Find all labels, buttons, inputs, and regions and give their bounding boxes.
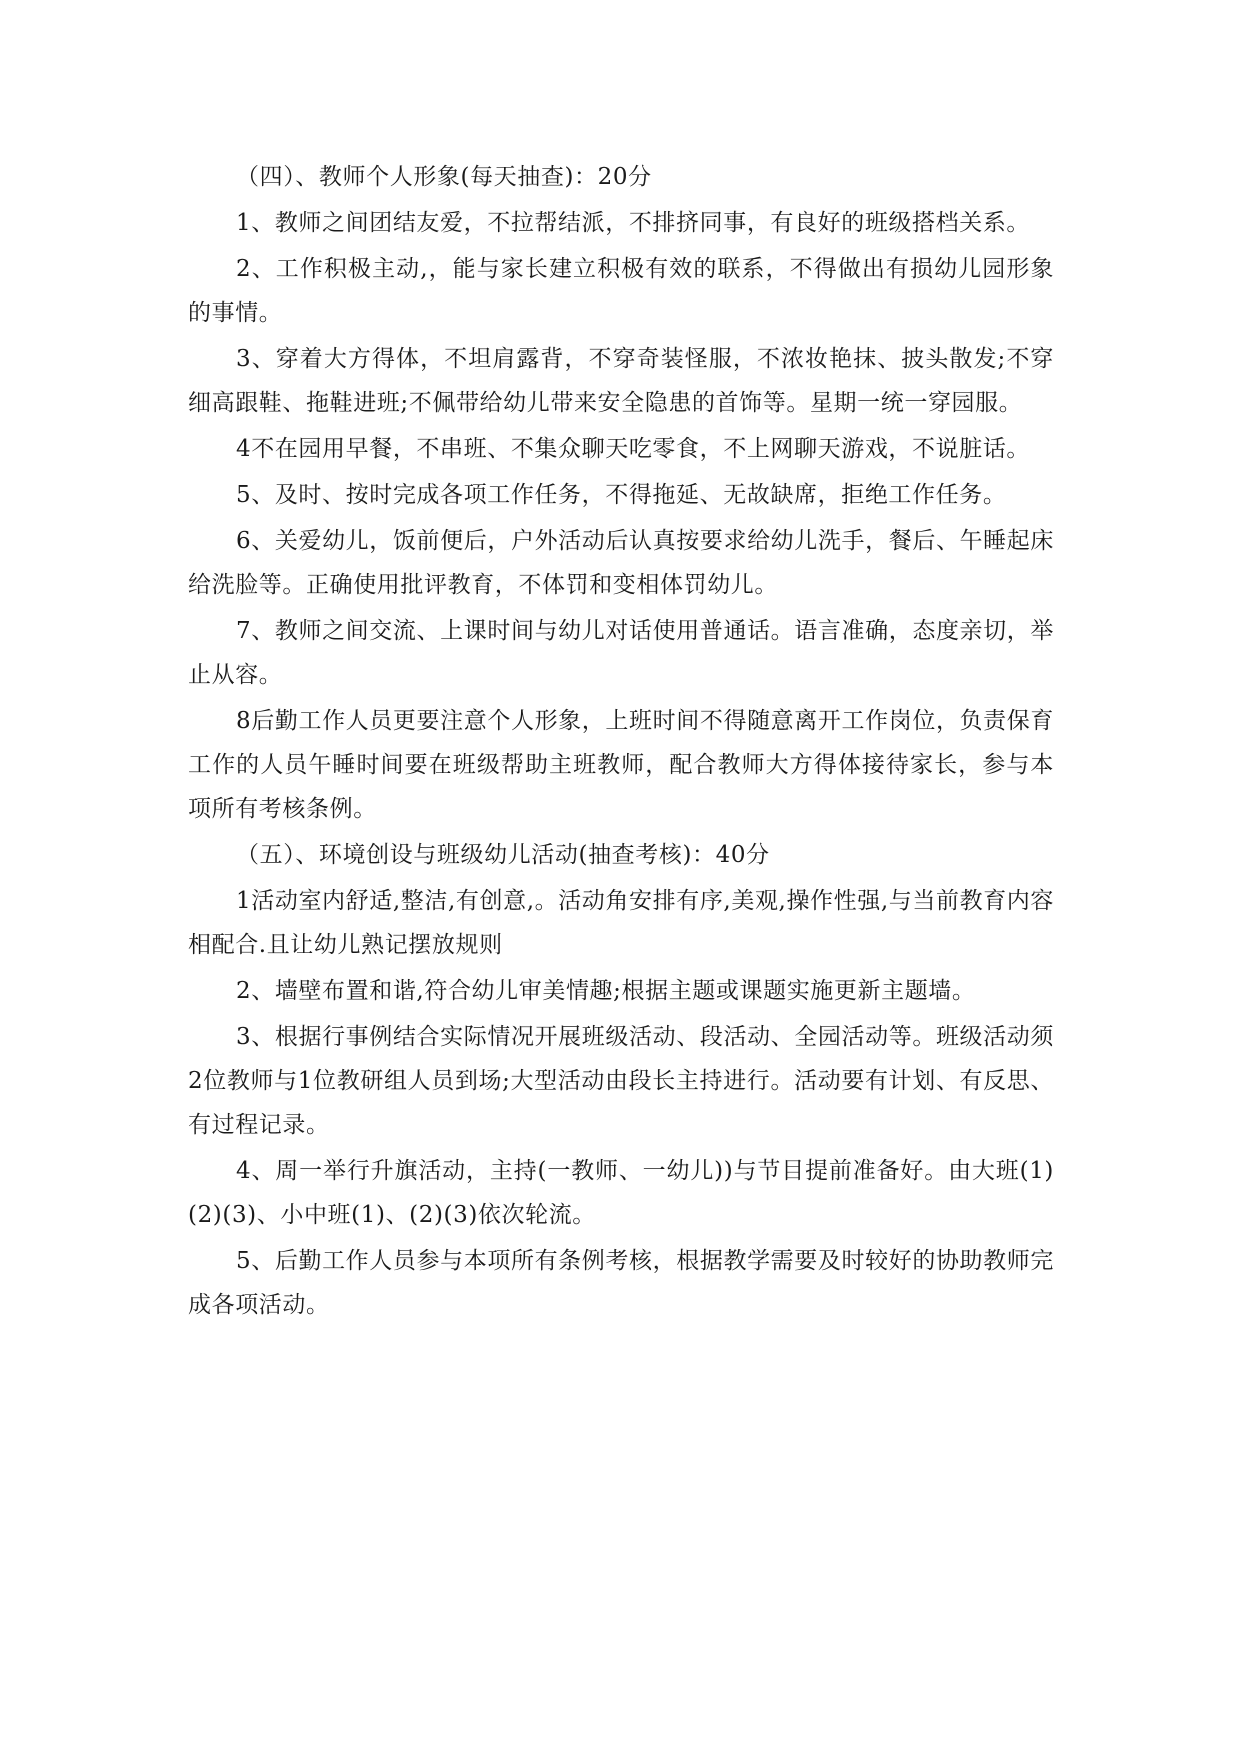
paragraph-item: 3、根据行事例结合实际情况开展班级活动、段活动、全园活动等。班级活动须2位教师与1位教研组人员到场;大型活动由段长主持进行。活动要有计划、有反思、有过程记录。 bbox=[188, 1024, 1054, 1138]
paragraph-item: 2、工作积极主动,，能与家长建立积极有效的联系，不得做出有损幼儿园形象的事情。 bbox=[188, 256, 1054, 326]
section-heading-5: （五）、环境创设与班级幼儿活动(抽查考核)：40分 bbox=[236, 842, 770, 868]
paragraph-item: 3、穿着大方得体，不坦肩露背，不穿奇装怪服，不浓妆艳抹、披头散发;不穿细高跟鞋、拖鞋进班;不佩带给幼儿带来安全隐患的首饰等。星期一统一穿园服。 bbox=[188, 346, 1054, 416]
paragraph-item: 4、周一举行升旗活动，主持(一教师、一幼儿))与节目提前准备好。由大班(1)(2)(3)、小中班(1)、(2)(3)依次轮流。 bbox=[188, 1158, 1054, 1228]
document-body bbox=[188, 155, 1054, 1329]
paragraph-item: 8后勤工作人员更要注意个人形象，上班时间不得随意离开工作岗位，负责保育工作的人员午睡时间要在班级帮助主班教师，配合教师大方得体接待家长，参与本项所有考核条例。 bbox=[188, 708, 1054, 822]
paragraph-item: 7、教师之间交流、上课时间与幼儿对话使用普通话。语言准确，态度亲切，举止从容。 bbox=[188, 618, 1054, 688]
paragraph-item: 2、墙壁布置和谐,符合幼儿审美情趣;根据主题或课题实施更新主题墙。 bbox=[236, 978, 976, 1004]
paragraph-item: 6、关爱幼儿，饭前便后，户外活动后认真按要求给幼儿洗手，餐后、午睡起床给洗脸等。正确使用批评教育，不体罚和变相体罚幼儿。 bbox=[188, 528, 1054, 598]
paragraph-item: 1活动室内舒适,整洁,有创意,。活动角安排有序,美观,操作性强,与当前教育内容相配合.且让幼儿熟记摆放规则 bbox=[188, 888, 1054, 958]
paragraph-item: 4不在园用早餐，不串班、不集众聊天吃零食，不上网聊天游戏，不说脏话。 bbox=[236, 436, 1031, 462]
paragraph-item: 5、及时、按时完成各项工作任务，不得拖延、无故缺席，拒绝工作任务。 bbox=[236, 482, 1007, 508]
paragraph-item: 1、教师之间团结友爱，不拉帮结派，不排挤同事，有良好的班级搭档关系。 bbox=[236, 210, 1031, 236]
paragraph-item: 5、后勤工作人员参与本项所有条例考核，根据教学需要及时较好的协助教师完成各项活动。 bbox=[188, 1248, 1054, 1318]
section-heading-4: （四）、教师个人形象(每天抽查)：20分 bbox=[236, 164, 652, 190]
